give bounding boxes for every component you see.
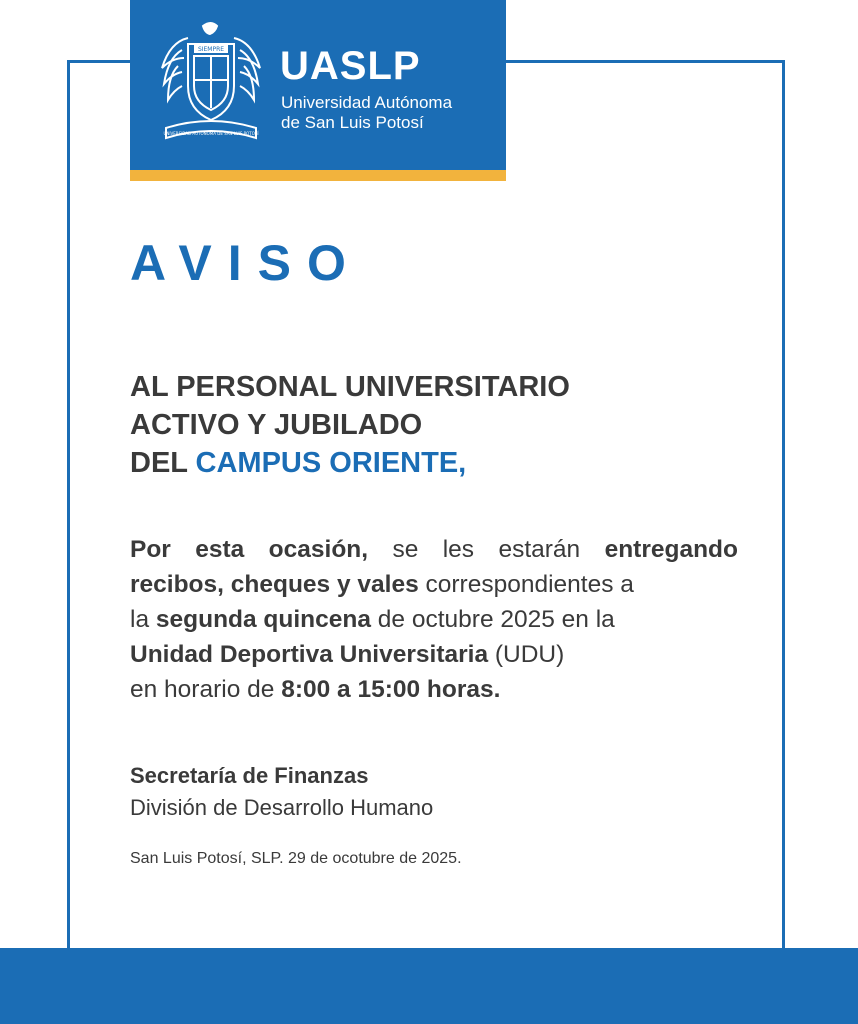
body-line-3 [130, 602, 738, 637]
campus-name: CAMPUS ORIENTE, [195, 447, 467, 479]
signature-block [130, 760, 433, 824]
signature-office: Secretaría de Finanzas [130, 763, 369, 788]
recipients-line-1: AL PERSONAL UNIVERSITARIO [130, 371, 570, 403]
venue-abbrev: (UDU) [488, 641, 565, 668]
body-line-4 [130, 637, 738, 672]
body-word: Por [130, 536, 171, 563]
body-word: estarán [498, 536, 581, 563]
body-word: se [392, 536, 419, 563]
logo-title: UASLP [280, 44, 421, 88]
schedule-hours: 8:00 a 15:00 horas. [281, 676, 501, 703]
body-line-5-pre: en horario de [130, 676, 282, 703]
body-word: ocasión, [268, 536, 369, 563]
recipients-line-3 [130, 444, 750, 482]
seal-banner-text: UNIVERSIDAD AUTÓNOMA DE SAN LUIS POTOSÍ [163, 131, 259, 136]
body-word: les [442, 536, 475, 563]
notice-recipients [130, 368, 750, 482]
items-delivered: recibos, cheques y vales [130, 571, 419, 598]
notice-heading: AVISO [130, 235, 362, 291]
notice-body [130, 532, 738, 707]
body-line-1 [130, 532, 738, 567]
body-line-3-rest: de octubre 2025 en la [370, 606, 615, 633]
pay-period: segunda quincena [155, 606, 371, 633]
body-line-2-rest: correspondientes a [418, 571, 634, 598]
body-word: entregando [604, 536, 738, 563]
date-line: San Luis Potosí, SLP. 29 de ocotubre de 2025. [130, 850, 462, 867]
logo-subtitle-line2: de San Luis Potosí [281, 113, 424, 132]
venue-name: Unidad Deportiva Universitaria [130, 641, 489, 668]
content-frame [67, 60, 785, 960]
body-line-5 [130, 672, 738, 707]
recipients-line-3-prefix: DEL [130, 447, 196, 479]
logo-subtitle-line1: Universidad Autónoma [281, 93, 453, 112]
body-word: esta [195, 536, 245, 563]
footer-bar [0, 948, 858, 1024]
recipients-line-2: ACTIVO Y JUBILADO [130, 409, 423, 441]
body-line-3-pre: la [130, 606, 156, 633]
seal-motto-text: SIEMPRE [197, 46, 225, 53]
signature-division: División de Desarrollo Humano [130, 795, 434, 820]
header-accent-stripe [130, 170, 506, 181]
body-line-2 [130, 567, 738, 602]
university-seal-icon [158, 20, 264, 144]
